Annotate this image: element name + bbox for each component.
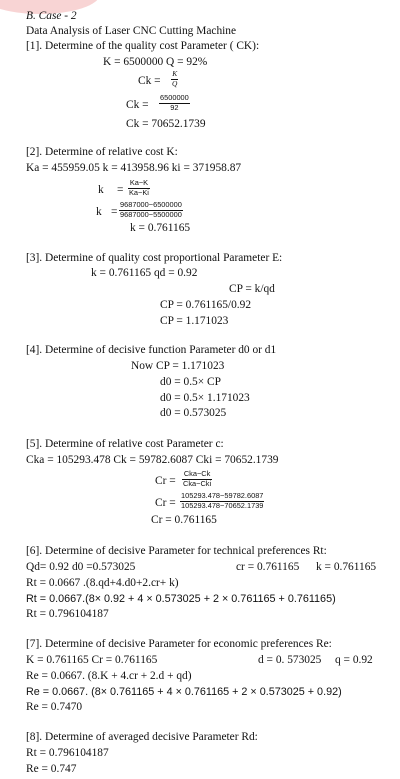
s6-given-qd-d0: Qd= 0.92 d0 =0.573025 [26,561,136,573]
document-subtitle: Data Analysis of Laser CNC Cutting Machine [26,25,237,37]
ck-substitution-fraction [159,94,190,112]
s6-given-cr: cr = 0.761165 [236,561,300,573]
ck-sub-denominator: 92 [170,103,179,112]
d0-result: d0 = 0.573025 [160,407,227,419]
k-numerator: Ka−K [129,178,149,187]
ck-denominator: Q [172,79,178,88]
k-sub-numerator: 9687000−6500000 [120,200,182,209]
cp-formula: CP = k/qd [229,283,275,295]
ck-result: Ck = 70652.1739 [126,118,206,130]
ck-formula-label: Ck = [138,75,161,87]
rd-re-value: Re = 0.747 [26,763,77,775]
d0-formula: d0 = 0.5× CP [160,376,221,388]
ck-fraction [171,70,178,88]
ck-sub-numerator: 6500000 [160,93,189,102]
s7-given-k-cr: K = 0.761165 Cr = 0.761165 [26,654,158,666]
s1-given-values: K = 6500000 Q = 92% [103,56,208,68]
case-title: B. Case - 2 [26,10,77,22]
cr-numerator: Cka−Ck [183,469,211,478]
re-formula: Re = 0.0667. (8.K + 4.cr + 2.d + qd) [26,670,192,682]
cr-fraction [182,470,212,488]
cr-substitution-fraction [180,492,264,510]
rt-substitution: Rt = 0.0667.(8× 0.92 + 4 × 0.573025 + 2 × 0.761165 + 0.761165) [26,593,336,605]
ck-numerator: K [172,69,178,78]
section-8-heading: [8]. Determine of averaged decisive Parameter Rd: [26,731,258,743]
s5-given-values: Cka = 105293.478 Ck = 59782.6087 Cki = 70652.1739 [26,454,279,466]
s6-given-k: k = 0.761165 [316,561,377,573]
cr-formula-label: Cr = [155,475,176,487]
s3-given-values: k = 0.761165 qd = 0.92 [91,267,198,279]
s7-given-q: q = 0.92 [335,654,373,666]
section-1-heading: [1]. Determine of the quality cost Parameter ( CK): [26,40,260,52]
k-substitution-equals: = [111,206,118,218]
re-result: Re = 0.7470 [26,701,83,713]
rd-rt-value: Rt = 0.796104187 [26,747,109,759]
cp-substitution: CP = 0.761165/0.92 [160,299,252,311]
rt-formula: Rt = 0.0667 .(8.qd+4.d0+2.cr+ k) [26,577,179,589]
k-denominator: Ka−Ki [129,188,149,197]
section-4-heading: [4]. Determine of decisive function Parameter d0 or d1 [26,344,277,356]
k-substitution-fraction [119,201,183,219]
cr-substitution-label: Cr = [155,497,176,509]
section-5-heading: [5]. Determine of relative cost Parameter c: [26,438,224,450]
d0-substitution: d0 = 0.5× 1.171023 [160,392,250,404]
rt-result: Rt = 0.796104187 [26,608,109,620]
d0-given-cp: Now CP = 1.171023 [131,360,225,372]
k-sub-denominator: 9687000−5500000 [120,210,182,219]
k-substitution-label: k [96,206,102,218]
cr-sub-denominator: 105293.478−70652.1739 [181,501,264,510]
section-3-heading: [3]. Determine of quality cost proportional Parameter E: [26,252,283,264]
k-formula-label: k [98,184,104,196]
cp-result: CP = 1.171023 [160,315,229,327]
cr-sub-numerator: 105293.478−59782.6087 [181,491,264,500]
section-2-heading: [2]. Determine of relative cost K: [26,146,178,158]
k-fraction [128,179,150,197]
s2-given-values: Ka = 455959.05 k = 413958.96 ki = 371958.87 [26,162,242,174]
ck-substitution-label: Ck = [126,99,149,111]
cr-result: Cr = 0.761165 [151,514,217,526]
re-substitution: Re = 0.0667. (8× 0.761165 + 4 × 0.761165 + 2 × 0.573025 + 0.92) [26,686,342,698]
k-result: k = 0.761165 [130,222,191,234]
s7-given-d: d = 0. 573025 [258,654,322,666]
cr-denominator: Cka−Cki [183,479,212,488]
k-formula-equals: = [117,184,124,196]
section-7-heading: [7]. Determine of decisive Parameter for economic preferences Re: [26,638,332,650]
section-6-heading: [6]. Determine of decisive Parameter for technical preferences Rt: [26,545,327,557]
